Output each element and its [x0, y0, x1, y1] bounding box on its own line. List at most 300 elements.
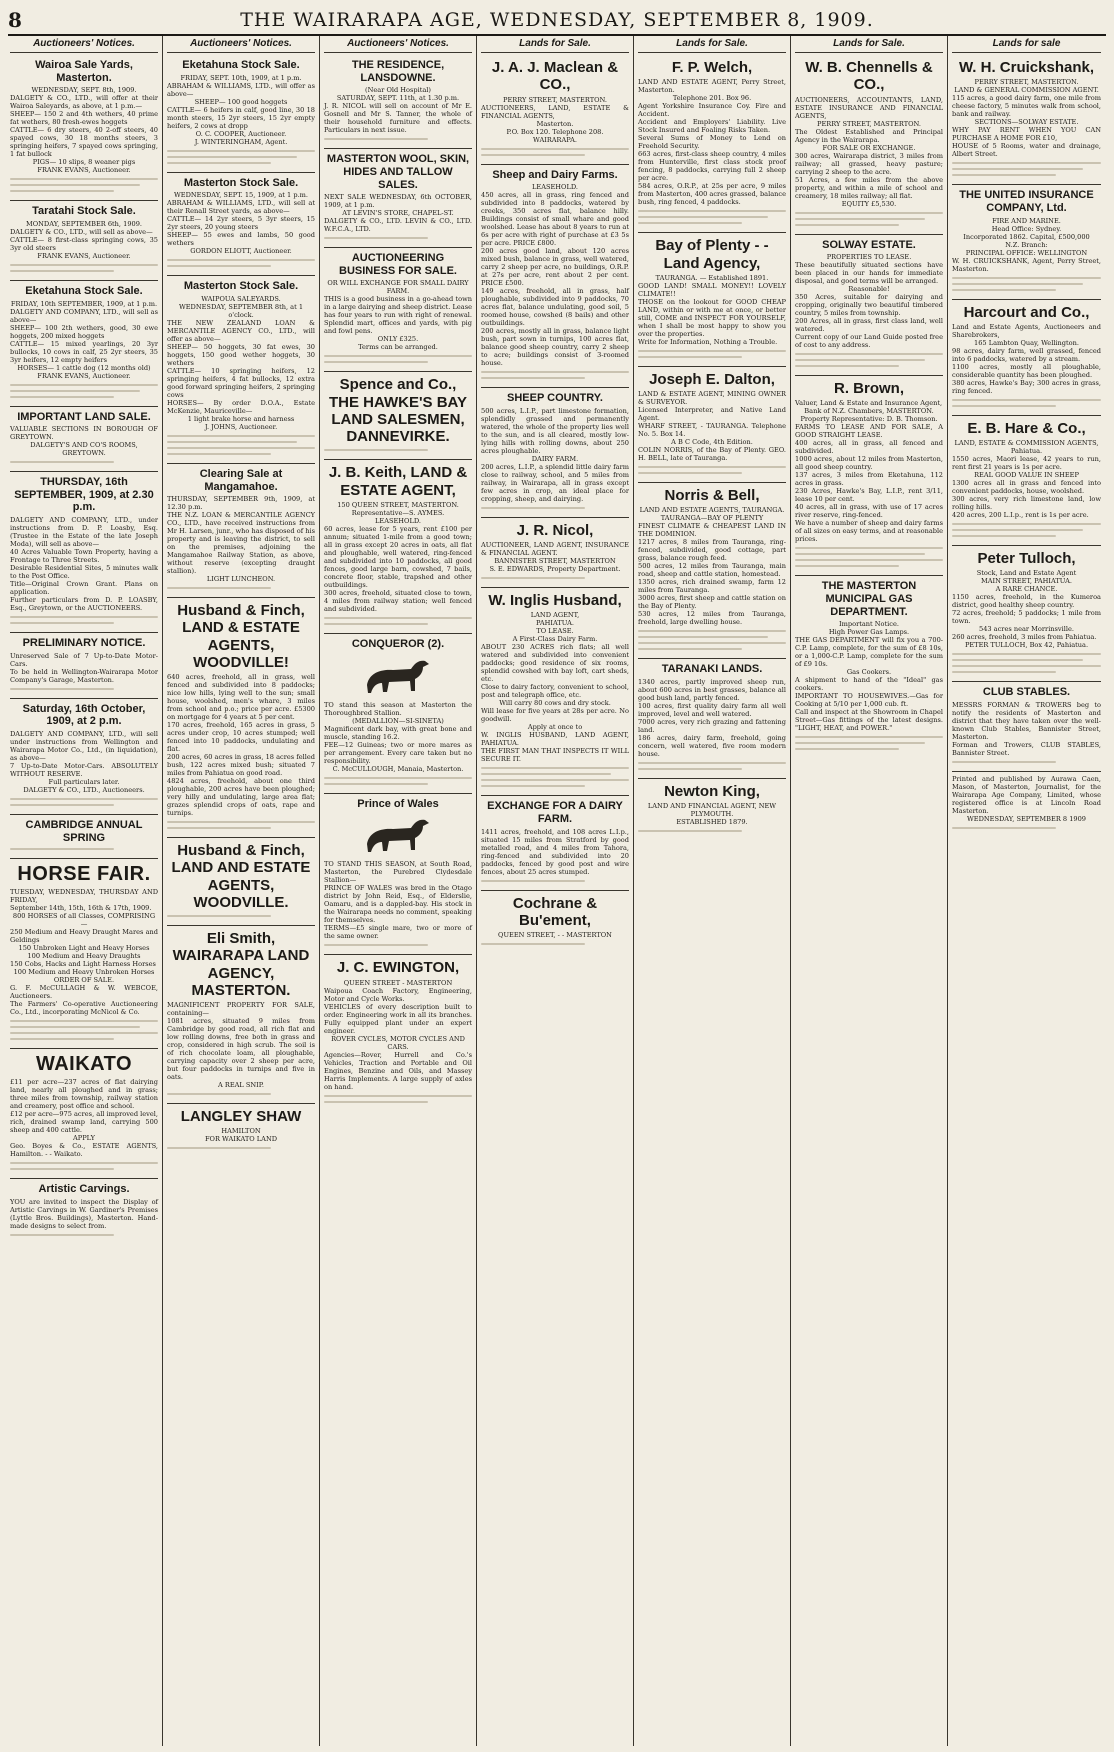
ad-heading: LANGLEY SHAW — [180, 1108, 302, 1126]
ad-text: THURSDAY, SEPTEMBER 9th, 1909, at 12.30 p.m. — [167, 495, 315, 512]
ad-text: Printed and published by Aurawa Caen, Mason, of Masterton, Journalist, for the Wairarapa Age Company, Limited, whose registered office is at Lincoln Road Masterton. — [952, 774, 1101, 815]
ad-text: NEXT SALE WEDNESDAY, 6th OCTOBER, 1909, at 1 p.m. — [324, 193, 472, 210]
body-copy-placeholder — [481, 577, 629, 579]
body-copy-placeholder — [324, 617, 472, 625]
ad-text: 51 Acres, a few miles from the above property, and within a mile of school and creamery, 18 miles railway; all flat. — [795, 175, 943, 200]
body-copy-placeholder — [324, 1095, 472, 1103]
advertisement — [10, 633, 158, 699]
ad-text: Will lease for five years at 28s per acre. No goodwill. — [481, 707, 629, 724]
column-header: Auctioneers' Notices. — [324, 36, 472, 53]
body-copy-placeholder — [481, 943, 629, 945]
ad-text: TERMS—£5 single mare, two or more of the same owner. — [324, 924, 472, 941]
ad-text: QUEEN STREET - MASTERTON — [343, 978, 453, 987]
ad-text: DALGETY & CO., LTD., Auctioneers. — [23, 786, 145, 795]
ad-text: 40 Acres Valuable Town Property, having a Frontage to Three Streets. — [10, 548, 158, 565]
ad-text: PAHIATUA. — [536, 619, 574, 628]
ad-text: 150 Unbroken Light and Heavy Horses — [18, 944, 150, 953]
ad-text: G. F. McCULLAGH & W. WEBCOE, Auctioneers. — [10, 984, 158, 1001]
ad-text: ABOUT 230 ACRES rich flats; all well watered and subdivided into convenient paddocks; good residence of six rooms, splendid cowshed with bay loft, cart sheds, etc. — [481, 643, 629, 684]
body-copy-placeholder — [324, 138, 472, 140]
ad-text: (MEDALLION—SI-SINETA) — [352, 716, 444, 725]
body-copy-placeholder — [638, 830, 786, 832]
body-copy-placeholder — [952, 761, 1101, 763]
ad-heading: W. B. Chennells & CO., — [805, 59, 933, 94]
ad-text: PRINCE OF WALES was bred in the Otago district by John Reid, Esq., of Elderslie, Oamaru, and is a dappled-bay. His stock in the Wairarapa needs no comment, speaking for themselves. — [324, 884, 472, 925]
advertisement — [10, 1049, 158, 1179]
ad-text: Unreserved Sale of 7 Up-to-Date Motor-Cars. — [10, 651, 158, 668]
body-copy-placeholder — [167, 150, 315, 164]
ad-text: 4824 acres, freehold, about one third ploughable, 200 acres have been ploughed; very hilly and undulating, large area flat; grazes splendid crops of oats, rape and turnips. — [167, 777, 315, 818]
ad-text: Full particulars later. — [48, 778, 120, 787]
advertisement — [481, 891, 629, 954]
newspaper-column — [320, 36, 477, 1746]
ad-text: SECTIONS—SOLWAY ESTATE. — [974, 118, 1079, 127]
ad-text: 530 acres, 12 miles from Tauranga, freehold, large dwelling house. — [638, 610, 786, 627]
ad-text: Representative—S. AYMES. — [351, 508, 445, 517]
ad-text: 300 acres, freehold, situated close to town, 4 miles from railway station; well fenced and subdivided. — [324, 588, 472, 613]
ad-heading: MASTERTON WOOL, SKIN, HIDES AND TALLOW SALES. — [326, 153, 470, 191]
newspaper-column — [791, 36, 948, 1746]
ad-text: 1340 acres, partly improved sheep run, about 600 acres in best grasses, balance all good bush land, partly fenced. — [638, 677, 786, 702]
advertisement — [324, 794, 472, 956]
ad-text: LAND AGENT, — [530, 611, 580, 620]
ad-text: PERRY STREET, MASTERTON. — [503, 95, 607, 104]
ad-heading: W. H. Cruickshank, — [958, 59, 1095, 76]
advertisement — [795, 55, 943, 235]
ad-text: ABRAHAM & WILLIAMS, LTD., will sell at their Renall Street yards, as above— — [167, 199, 315, 216]
ad-text: 1411 acres, freehold, and 108 acres L.I.p., situated 15 miles from Stratford by good metalled road, and 4 miles from Tahora, ring-fenced and subdivided into 20 paddocks, fenced by good post and wire fences, about 25 acres stumped. — [481, 827, 629, 876]
ad-text: Will carry 80 cows and dry stock. — [499, 699, 611, 708]
ad-text: A First-Class Dairy Farm. — [512, 635, 598, 644]
ad-text: THE GAS DEPARTMENT will fix you a 700-C.P. Lamp, complete, for the sum of £8 10s, or a 1,000-C.P. Lamp, complete for the sum of £9 10s. — [795, 636, 943, 669]
ad-text: Telephone 201. Box 96. — [672, 94, 752, 103]
ad-text: Waipoua Coach Factory, Engineering, Motor and Cycle Works. — [324, 986, 472, 1003]
advertisement — [10, 281, 158, 407]
advertisement — [481, 55, 629, 165]
ad-text: Land and Estate Agents, Auctioneers and Sharebrokers, — [952, 322, 1101, 339]
advertisement — [10, 699, 158, 815]
body-copy-placeholder — [952, 277, 1101, 291]
ad-text: CATTLE— 15 mixed yearlings, 20 3yr bullocks, 10 cows in calf, 25 2yr steers, 35 3yr heifers, 12 empty heifers — [10, 339, 158, 364]
advertisement — [324, 55, 472, 149]
ad-heading: Bay of Plenty - - Land Agency, — [655, 237, 769, 272]
ad-text: REAL GOOD VALUE IN SHEEP — [974, 471, 1079, 480]
body-copy-placeholder — [638, 630, 786, 650]
ad-text: Call and inspect at the Showroom in Chapel Street—Gas fittings of the latest designs. "LIGHT, HEAT, and POWER." — [795, 708, 943, 733]
ad-heading: Cochrane & Bu'ement, — [512, 894, 598, 929]
body-copy-placeholder — [324, 355, 472, 363]
ad-text: EQUITY £5,530. — [841, 199, 897, 208]
advertisement — [638, 779, 786, 840]
ad-text: N.Z. Branch: — [1005, 240, 1048, 249]
ad-text: 500 acres, L.I.P., part limestone formation, splendidly grassed and permanently watered, the whole of the property lies well to the sun, and is all cleared, mostly low-lying hills with rolling downs, about 250 acres ploughable. — [481, 406, 629, 455]
body-copy-placeholder — [324, 237, 472, 239]
advertisement — [324, 149, 472, 248]
advertisement — [795, 376, 943, 576]
ad-text: QUEEN STREET, - - MASTERTON — [498, 931, 612, 940]
ad-text: Apply at once to — [527, 723, 583, 732]
ad-text: Forman and Trowers, CLUB STABLES, Bannister Street. — [952, 740, 1101, 757]
body-copy-placeholder — [638, 350, 786, 358]
ad-text: £12 per acre—975 acres, all improved level, rich, drained swamp land, carrying 500 sheep and 400 cattle. — [10, 1110, 158, 1135]
ad-text: LAND AND ESTATE AGENT, Perry Street, Masterton. — [638, 78, 786, 95]
ad-text: FINEST CLIMATE & CHEAPEST LAND IN THE DOMINION. — [638, 522, 786, 539]
ad-text: Write for Information, Nothing a Trouble. — [638, 337, 778, 346]
ad-text: THIS is a good business in a go-ahead town in a large dairying and sheep district. Lease has four years to run with right of renewal. Splendid mart, offices and yards, with pig and fowl pens. — [324, 295, 472, 336]
ad-text: CATTLE— 8 first-class springing cows, 35 3yr old steers — [10, 235, 158, 252]
advertisement — [795, 235, 943, 377]
ad-text: OR WILL EXCHANGE FOR SMALL DAIRY FARM. — [327, 279, 469, 296]
ad-heading: Husband & Finch, LAND AND ESTATE AGENTS, WOODVILLE. — [171, 842, 311, 911]
ad-text: S. E. EDWARDS, Property Department. — [489, 565, 621, 574]
ad-text: LEASEHOLD. — [532, 183, 578, 192]
ad-text: Incorporated 1862. Capital, £500,000 — [963, 232, 1090, 241]
ad-heading: WAIKATO — [35, 1053, 133, 1076]
ad-text: 7000 acres, very rich grazing and fattening land. — [638, 717, 786, 734]
advertisement — [952, 546, 1101, 682]
ad-text: ESTABLISHED 1879. — [676, 818, 748, 827]
body-copy-placeholder — [795, 353, 943, 367]
ad-heading: Masterton Stock Sale. — [183, 176, 299, 189]
ad-text: Pahiatua. — [1010, 447, 1043, 456]
advertisement — [10, 201, 158, 281]
ad-text: These beautifully situated sections have been placed in our hands for immediate disposal, and good terms will be arranged. — [795, 261, 943, 286]
advertisement — [952, 185, 1101, 299]
ad-text: SHEEP— 100 good hoggets — [194, 97, 288, 106]
advertisement — [481, 518, 629, 588]
ad-text: P.O. Box 120. Telephone 208. — [506, 127, 604, 136]
ad-heading: W. Inglis Husband, — [488, 592, 622, 610]
ad-text: ROVER CYCLES, MOTOR CYCLES AND CARS. — [331, 1034, 465, 1051]
ad-text: O. C. COOPER, Auctioneer. — [195, 129, 287, 138]
ad-text: 150 QUEEN STREET, MASTERTON. — [337, 500, 459, 509]
ad-text: LAND & ESTATE AGENT, MINING OWNER & SURVEYOR. — [638, 390, 786, 406]
ad-text: 300 acres, Wairarapa district, 3 miles from railway; all grassed, heavy pasture; carrying 2 sheep to the acre. — [795, 151, 943, 176]
ad-text: 137 acres, 3 miles from Eketahuna, 112 acres in grass. — [795, 471, 943, 488]
advertisement — [10, 1179, 158, 1244]
column-header: Lands for Sale. — [638, 36, 786, 53]
ad-text: GOOD LAND! SMALL MONEY!! LOVELY CLIMATE!! — [638, 281, 786, 298]
ad-text: 98 acres, dairy farm, well grassed, fenced into 6 paddocks, watered by a stream. — [952, 346, 1101, 363]
ad-text: AUCTIONEER, LAND AGENT, INSURANCE & FINANCIAL AGENT. — [481, 541, 629, 558]
advertisement — [481, 165, 629, 389]
body-copy-placeholder — [795, 736, 943, 750]
advertisement — [638, 55, 786, 233]
ad-text: DALGETY & CO., LTD., will sell as above— — [10, 227, 153, 236]
column-header: Auctioneers' Notices. — [10, 36, 158, 53]
ad-text: WAIPOUA SALEYARDS. — [201, 294, 281, 303]
ad-text: VEHICLES of every description built to order. Engineering work in all its branches. Fully equipped plant under an expert engineer. — [324, 1002, 472, 1035]
body-copy-placeholder — [10, 798, 158, 806]
newspaper-column — [163, 36, 320, 1746]
ad-text: SHEEP— 50 hoggets, 30 fat ewes, 30 hoggets, 150 good wether hoggets, 30 wethers — [167, 342, 315, 367]
body-copy-placeholder — [795, 547, 943, 567]
body-copy-placeholder — [638, 466, 786, 474]
body-copy-placeholder — [167, 1147, 315, 1149]
ad-text: HOUSE of 5 Rooms, water and drainage, Albert Street. — [952, 142, 1101, 159]
ad-text: 200 acres good land, about 120 acres mixed bush, balance in grass, well watered, carry 2 sheep per acre, no buildings, O.R.P. at 27s per acre, rent about 2 per cent. PRICE £500. — [481, 247, 629, 288]
ad-text: Further particulars from D. P. LOASBY, Esq., Greytown, or the AUCTIONEERS. — [10, 596, 158, 613]
advertisement — [167, 464, 315, 598]
ad-heading: Spence and Co., THE HAWKE'S BAY LAND SALESMEN, DANNEVIRKE. — [328, 376, 468, 446]
ad-text: To be held in Wellington-Wairarapa Motor Company's Garage, Masterton. — [10, 667, 158, 684]
ad-text: TAURANGA. — Established 1891. — [655, 273, 769, 282]
ad-text: CATTLE— 14 2yr steers, 5 3yr steers, 15 2yr steers, 20 young steers — [167, 215, 315, 232]
advertisement — [167, 276, 315, 464]
ad-text: Several Sums of Money to Lend on Freehold Security. — [638, 134, 786, 151]
ad-text: Gas Cookers. — [846, 668, 892, 677]
ad-text: The Oldest Established and Principal Agency in the Wairarapa. — [795, 127, 943, 144]
ad-text: MONDAY, SEPTEMBER 6th, 1909. — [25, 219, 142, 228]
ad-text: 1000 acres, about 12 miles from Masterton, all good sheep country. — [795, 455, 943, 472]
ad-text: Geo. Boyes & Co., ESTATE AGENTS, Hamilton. - - Waikato. — [10, 1142, 158, 1159]
body-copy-placeholder — [324, 449, 472, 451]
ad-heading: SHEEP COUNTRY. — [507, 392, 603, 405]
ad-text: FRIDAY, SEPT. 10th, 1909, at 1 p.m. — [180, 73, 302, 82]
ad-text: LIGHT LUNCHEON. — [206, 575, 276, 584]
column-header: Lands for Sale. — [481, 36, 629, 53]
ad-text: Magnificent dark bay, with great bone and muscle, standing 16.2. — [324, 724, 472, 741]
advertisement — [324, 460, 472, 634]
advertisement — [952, 300, 1101, 416]
body-copy-placeholder — [952, 523, 1101, 537]
ad-heading: Norris & Bell, — [664, 487, 760, 504]
body-copy-placeholder — [952, 399, 1101, 407]
ad-text: 40 acres, all in grass, with use of 17 acres river reserve, ring-fenced. — [795, 503, 943, 520]
body-copy-placeholder — [481, 148, 629, 156]
ad-text: Accident and Employers' Liability. Live Stock Insured and Foaling Risks Taken. — [638, 118, 786, 135]
ad-heading: THE UNITED INSURANCE COMPANY, Ltd. — [959, 189, 1094, 214]
ad-text: W. INGLIS HUSBAND, LAND AGENT, PAHIATUA. — [481, 731, 629, 748]
advertisement — [324, 634, 472, 794]
ad-text: The Farmers' Co-operative Auctioneering Co., Ltd., incorporating McNicol & Co. — [10, 1000, 158, 1017]
ad-text: 1 light brake horse and harness — [187, 414, 295, 423]
ad-text: LAND, ESTATE & COMMISSION AGENTS, — [954, 439, 1099, 448]
body-copy-placeholder — [10, 848, 158, 850]
ad-text: PROPERTIES TO LEASE. — [826, 253, 912, 262]
body-copy-placeholder — [10, 461, 158, 463]
ad-text: 1100 acres, mostly all ploughable, considerable quantity has been ploughed. — [952, 362, 1101, 379]
ad-text: Agent Yorkshire Insurance Coy. Fire and Accident. — [638, 102, 786, 119]
body-copy-placeholder — [638, 762, 786, 770]
ad-heading: Saturday, 16th October, 1909, at 2 p.m. — [22, 702, 146, 728]
ad-heading: Newton King, — [664, 782, 760, 800]
advertisement — [481, 796, 629, 890]
ad-text: HAMILTON — [221, 1127, 261, 1136]
ad-heading: Prince of Wales — [357, 797, 439, 810]
advertisement — [638, 367, 786, 483]
ad-text: IMPORTANT TO HOUSEWIVES.—Gas for Cooking at 5/10 per 1,000 cub. ft. — [795, 692, 943, 709]
ad-heading: EXCHANGE FOR A DAIRY FARM. — [487, 800, 623, 825]
ad-text: J. WINTERINGHAM, Agent. — [194, 137, 288, 146]
body-copy-placeholder — [481, 880, 629, 882]
ad-text: WEDNESDAY, SEPTEMBER 8 1909 — [967, 814, 1086, 823]
ad-text: THE N.Z. LOAN & MERCANTILE AGENCY CO., LTD., have received instructions from Mr H. Larsen, junr., who has disposed of his property and is leaving the district, to sell on the premises, adjoining the Mangamahoe Railway Station, as above, without reserve (excepting draught stallion). — [167, 511, 315, 576]
ad-text: £11 per acre—237 acres of flat dairying land, nearly all ploughed and in grass; three miles from township, railway station and creamery, post office and school. — [10, 1078, 158, 1111]
ad-text: 115 acres, a good dairy farm, one mile from cheese factory, 5 minutes walk from school, bank and railway. — [952, 94, 1101, 119]
ad-heading: THE RESIDENCE, LANSDOWNE. — [351, 59, 445, 84]
advertisement — [10, 55, 158, 201]
ad-text: ONLY £325. — [377, 335, 419, 344]
ad-text: FRANK EVANS, Auctioneer. — [37, 166, 131, 175]
advertisement — [638, 483, 786, 659]
ad-text: FRANK EVANS, Auctioneer. — [37, 371, 131, 380]
advertisement — [10, 472, 158, 633]
ad-text: DALGETY & CO., LTD. LEVIN & CO., LTD. W.F.C.A., LTD. — [324, 217, 472, 234]
column-header: Auctioneers' Notices. — [167, 36, 315, 53]
body-copy-placeholder — [10, 384, 158, 398]
ad-text: ORDER OF SALE. — [53, 976, 115, 985]
ad-text: SHEEP— 100 2th wethers, good, 30 ewe hoggets, 200 mixed hoggets — [10, 323, 158, 340]
ad-text: WEDNESDAY, SEPT. 8th, 1909. — [31, 86, 137, 95]
advertisement — [167, 926, 315, 1104]
ad-text: MAIN STREET, PAHIATUA. — [980, 577, 1073, 586]
ad-text: VALUABLE SECTIONS IN BOROUGH OF GREYTOWN. — [10, 425, 158, 442]
ad-heading: Artistic Carvings. — [38, 1183, 130, 1196]
ad-text: DALGETY AND COMPANY, LTD., under instructions from D. P. Loasby, Esq. (Trustee in the Estate of the late Joseph Moda), will sell as above— — [10, 516, 158, 549]
advertisement — [952, 772, 1101, 837]
ad-text: Current copy of our Land Guide posted free of cost to any address. — [795, 333, 943, 350]
advertisement — [167, 1104, 315, 1157]
ad-text: AUCTIONEERS, LAND, ESTATE & FINANCIAL AGENTS, — [481, 103, 629, 120]
body-copy-placeholder — [167, 821, 315, 829]
ad-text: THE NEW ZEALAND LOAN & MERCANTILE AGENCY CO., LTD., will offer as above— — [167, 318, 315, 343]
ad-text: DAIRY FARM. — [531, 454, 579, 463]
ad-text: SATURDAY, SEPT. 11th, at 1.30 p.m. — [336, 94, 460, 103]
ad-text: TAURANGA—BAY OF PLENTY — [660, 514, 764, 523]
ad-text: LAND & GENERAL COMMISSION AGENT. — [954, 86, 1099, 95]
ad-heading: Eli Smith, WAIRARAPA LAND AGENCY, MASTERTON. — [172, 930, 310, 999]
ad-text: PERRY STREET, MASTERTON. — [817, 119, 921, 128]
ad-heading: AUCTIONEERING BUSINESS FOR SALE. — [339, 252, 457, 277]
ad-text: C. McCULLOUGH, Manaia, Masterton. — [332, 764, 464, 773]
ad-heading: Husband & Finch, LAND & ESTATE AGENTS, WOODVILLE! — [177, 602, 305, 671]
ad-text: 1350 acres, rich drained swamp, farm 12 miles from Tauranga. — [638, 578, 786, 595]
ad-text: 200 acres, L.I.P., a splendid little dairy farm close to railway, school, and 5 miles from railway, in Wairarapa, all in grass except few acres in crop, an ideal place for cropping, sheep, and dairying. — [481, 462, 629, 503]
ad-text: 380 acres, Hawke's Bay; 300 acres in grass, ring fenced. — [952, 378, 1101, 395]
ad-text: Valuer, Land & Estate and Insurance Agent, — [795, 399, 943, 408]
ad-text: THOSE on the lookout for GOOD CHEAP LAND, within or with me at once, or better still, COME and INSPECT FOR YOURSELF, when I shall be most happy to show you over the properties. — [638, 297, 786, 338]
ad-text: 165 Lambton Quay, Wellington. — [974, 338, 1079, 347]
ad-text: 584 acres, O.R.P., at 25s per acre, 9 miles from Masterton, 400 acres grassed, balance bush, ring fenced, 4 paddocks. — [638, 182, 786, 207]
ad-text: FOR SALE OR EXCHANGE. — [822, 143, 916, 152]
advertisement — [952, 682, 1101, 772]
ad-text: CATTLE— 10 springing heifers, 12 springing heifers, 4 fat bullocks, 12 extra good forward springing heifers, 2 springing cows — [167, 366, 315, 399]
advertisement — [795, 576, 943, 758]
ad-text: September 14th, 15th, 16th & 17th, 1909. — [10, 904, 152, 913]
ad-heading: Clearing Sale at Mangamahoe. — [199, 467, 283, 493]
ad-text: 170 acres, freehold, 165 acres in grass, 5 acres under crop, 10 acres stumped; well fenced into 10 paddocks, undulating and flat. — [167, 721, 315, 754]
ad-text: Close to dairy factory, convenient to school, post and telegraph office, etc. — [481, 683, 629, 700]
ad-text: A REAL SNIP. — [218, 1081, 264, 1090]
ad-heading: Masterton Stock Sale. — [183, 280, 299, 293]
ad-text: 260 acres, freehold, 3 miles from Pahiatua. — [952, 633, 1097, 642]
ad-text: 7 Up-to-Date Motor-Cars. ABSOLUTELY WITHOUT RESERVE. — [10, 762, 158, 779]
masthead — [8, 6, 1106, 36]
ad-text: We have a number of sheep and dairy farms of all sizes on easy terms, and at reasonable prices. — [795, 519, 943, 544]
body-copy-placeholder — [952, 162, 1101, 176]
body-copy-placeholder — [324, 777, 472, 785]
ad-text: 230 Acres, Hawke's Bay, L.I.P., rent 3/11, lease 10 per cent. — [795, 487, 943, 504]
column-header: Lands for Sale. — [795, 36, 943, 53]
ad-text: 200 acres, mostly all in grass, balance light bush, part sown in turnips, 100 acres flat, balance good sheep country, carry 2 sheep to acre; buildings consist of 3-roomed house. — [481, 327, 629, 368]
ad-text: HORSES— 1 cattle dog (12 months old) — [17, 363, 151, 372]
advertisement — [481, 588, 629, 796]
newspaper-title: THE WAIRARAPA AGE, WEDNESDAY, SEPTEMBER 8, 1909. — [240, 9, 874, 31]
ad-text: 500 acres, 12 miles from Tauranga, main road, sheep and cattle station, homestead. — [638, 562, 786, 579]
ad-heading: J. A. J. Maclean & CO., — [491, 59, 619, 94]
ad-text: CATTLE— 6 dry steers, 40 2-off steers, 40 spayed cows, 30 18 months steers, 3 springing heifers, 7 spayed cows springing, 1 fat bullock — [10, 126, 158, 159]
ad-text: W. H. CRUICKSHANK, Agent, Perry Street, Masterton. — [952, 256, 1101, 273]
advertisement — [952, 416, 1101, 546]
ad-text: 3000 acres, first sheep and cattle station on the Bay of Plenty. — [638, 594, 786, 611]
ad-text: APPLY — [73, 1134, 95, 1143]
advertisement — [167, 838, 315, 926]
ad-text: DALGETY'S AND CO'S ROOMS, GREYTOWN. — [30, 441, 138, 458]
ad-heading: Eketahuna Stock Sale. — [182, 59, 300, 71]
body-copy-placeholder — [167, 587, 315, 589]
body-copy-placeholder — [167, 1093, 315, 1095]
body-copy-placeholder — [10, 688, 158, 690]
horse-illustration-icon — [358, 813, 438, 857]
advertisement — [324, 955, 472, 1110]
ad-text: SHEEP— 150 2 and 4th wethers, 40 prime fat wethers, 80 fresh-ewes hoggets — [10, 110, 158, 127]
ad-heading: Taratahi Stock Sale. — [32, 205, 136, 218]
ad-text: LAND AND FINANCIAL AGENT, NEW PLYMOUTH. — [647, 802, 777, 819]
ad-heading: Harcourt and Co., — [963, 303, 1090, 321]
advertisement — [952, 55, 1101, 185]
newspaper-column — [948, 36, 1105, 1746]
advertisement — [638, 233, 786, 367]
ad-text: 640 acres, freehold, all in grass, well fenced and subdivided into 8 paddocks; nice low hills, lying well to the sun; small house, woolshed, men's whare, 3 miles from school and p.o.; price per acre. £5300 on mortgage for 4 years at 5 per cent. — [167, 673, 315, 722]
advertisement — [10, 407, 158, 473]
ad-text: DALGETY & CO., LTD., will offer at their Wairoa Saleyards, as above, at 1 p.m.— — [10, 94, 158, 111]
ad-text: 663 acres, first-class sheep country, 4 miles from Hunterville, first class stock proof fencing, 8 paddocks, carrying full 2 sheep per acre. — [638, 150, 786, 183]
ad-text: ABRAHAM & WILLIAMS, LTD., will offer as above— — [167, 81, 315, 98]
newspaper-column — [634, 36, 791, 1746]
ad-text: 1217 acres, 8 miles from Tauranga, ring-fenced, subdivided, good cottage, part grass, balance rough feed. — [638, 538, 786, 563]
ad-text: SHEEP— 55 ewes and lambs, 50 good wethers — [167, 231, 315, 248]
ad-text: MAGNIFICENT PROPERTY FOR SALE, containing— — [167, 1001, 315, 1018]
ad-text: WHARF STREET, - TAURANGA. Telephone No. 5. Box 14. — [638, 422, 786, 438]
horse-illustration-icon — [358, 654, 438, 698]
body-copy-placeholder — [952, 827, 1101, 829]
body-copy-placeholder — [167, 435, 315, 455]
ad-text: PIGS— 10 slips, 8 weaner pigs — [32, 158, 136, 167]
ad-heading: Joseph E. Dalton, — [649, 370, 775, 388]
ad-text: YOU are invited to inspect the Display of Artistic Carvings in W. Gardiner's Premises (Lyttle Bros. Buildings), Masterton. Hand-made designs to select from. — [10, 1197, 158, 1230]
ad-text: COLIN NORRIS, of the Bay of Plenty. GEO. H. BELL, late of Tauranga. — [638, 446, 786, 462]
ad-text: MESSRS FORMAN & TROWERS beg to notify the residents of Masterton and district that they have taken over the well-known Club Stables, Bannister Street, Masterton. — [952, 700, 1101, 741]
ad-text: 200 Acres, all in grass, first class land, well watered. — [795, 317, 943, 334]
ad-heading: CLUB STABLES. — [982, 686, 1071, 699]
ad-text: Bank of N.Z. Chambers, MASTERTON. — [804, 407, 934, 416]
body-copy-placeholder — [952, 653, 1101, 673]
ad-text: Agencies—Rover, Hurrell and Co.'s Vehicles, Traction and Portable and Oil Engines, Benzine and Oils, and Massey Harris Implements. A large supply of axles on hand. — [324, 1050, 472, 1091]
ad-text: Reasonable! — [848, 285, 890, 294]
advertisement — [324, 248, 472, 372]
ad-text: CATTLE— 6 heifers in calf, good line, 30 18 month steers, 15 2yr steers, 15 2yr empty heifers, 2 cows at dropp — [167, 105, 315, 130]
ad-text: TO stand this season at Masterton the Thoroughbred Stallion. — [324, 700, 472, 717]
newspaper-column — [477, 36, 634, 1746]
body-copy-placeholder — [324, 944, 472, 946]
ad-heading: THURSDAY, 16th SEPTEMBER, 1909, at 2.30 p.m. — [14, 476, 154, 514]
ad-heading: Wairoa Sale Yards, Masterton. — [35, 59, 133, 84]
ad-text: FARMS TO LEASE AND FOR SALE, A GOOD STRAIGHT LEASE. — [795, 423, 943, 440]
advertisement — [638, 659, 786, 779]
ad-text: LAND AND ESTATE AGENTS, TAURANGA. — [639, 506, 785, 515]
body-copy-placeholder — [638, 210, 786, 224]
